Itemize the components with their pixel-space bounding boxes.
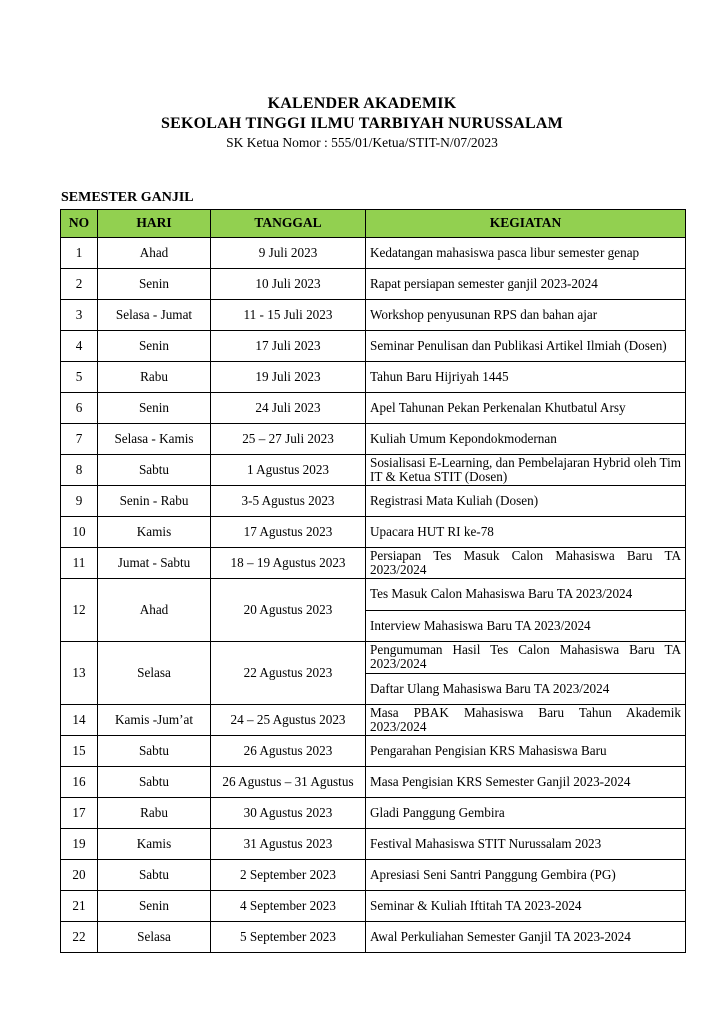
column-header-tanggal: TANGGAL: [211, 210, 366, 238]
row-kegiatan: Gladi Panggung Gembira: [366, 798, 686, 829]
row-hari: Senin: [98, 393, 211, 424]
calendar-table: [60, 209, 686, 953]
table-row: [61, 548, 686, 579]
row-no: 20: [61, 860, 98, 891]
row-tanggal: 24 – 25 Agustus 2023: [211, 705, 366, 736]
table-row: [61, 455, 686, 486]
row-kegiatan: Masa PBAK Mahasiswa Baru Tahun Akademik 2023/2024: [366, 705, 686, 736]
row-kegiatan: Seminar Penulisan dan Publikasi Artikel Ilmiah (Dosen): [366, 331, 686, 362]
row-kegiatan: Pengumuman Hasil Tes Calon Mahasiswa Baru TA 2023/2024: [366, 642, 686, 674]
table-row: [61, 829, 686, 860]
row-hari: Senin: [98, 331, 211, 362]
document-header: [0, 94, 724, 151]
row-no: 7: [61, 424, 98, 455]
row-kegiatan: Masa Pengisian KRS Semester Ganjil 2023-2024: [366, 767, 686, 798]
row-no: 14: [61, 705, 98, 736]
table-row: [61, 579, 686, 611]
sk-number: SK Ketua Nomor : 555/01/Ketua/STIT-N/07/2023: [226, 135, 498, 150]
table-row: [61, 736, 686, 767]
row-kegiatan: Sosialisasi E-Learning, dan Pembelajaran Hybrid oleh Tim IT & Ketua STIT (Dosen): [366, 455, 686, 486]
row-no: 13: [61, 642, 98, 705]
row-kegiatan: Awal Perkuliahan Semester Ganjil TA 2023-2024: [366, 922, 686, 953]
table-header-row: [61, 210, 686, 238]
row-kegiatan: Tahun Baru Hijriyah 1445: [366, 362, 686, 393]
row-hari: Selasa - Kamis: [98, 424, 211, 455]
row-hari: Selasa - Jumat: [98, 300, 211, 331]
table-row: [61, 486, 686, 517]
row-kegiatan: Apel Tahunan Pekan Perkenalan Khutbatul Arsy: [366, 393, 686, 424]
title-line-1: KALENDER AKADEMIK: [267, 95, 457, 112]
row-tanggal: 4 September 2023: [211, 891, 366, 922]
row-tanggal: 26 Agustus 2023: [211, 736, 366, 767]
table-body: [61, 238, 686, 953]
row-no: 9: [61, 486, 98, 517]
row-tanggal: 20 Agustus 2023: [211, 579, 366, 642]
row-tanggal: 2 September 2023: [211, 860, 366, 891]
row-hari: Senin: [98, 269, 211, 300]
row-hari: Sabtu: [98, 455, 211, 486]
row-kegiatan: Workshop penyusunan RPS dan bahan ajar: [366, 300, 686, 331]
table-row: [61, 300, 686, 331]
row-kegiatan: Registrasi Mata Kuliah (Dosen): [366, 486, 686, 517]
table-row: [61, 269, 686, 300]
row-hari: Senin: [98, 891, 211, 922]
table-row: [61, 424, 686, 455]
row-tanggal: 10 Juli 2023: [211, 269, 366, 300]
row-kegiatan: Festival Mahasiswa STIT Nurussalam 2023: [366, 829, 686, 860]
row-no: 17: [61, 798, 98, 829]
row-tanggal: 30 Agustus 2023: [211, 798, 366, 829]
row-no: 19: [61, 829, 98, 860]
row-tanggal: 11 - 15 Juli 2023: [211, 300, 366, 331]
row-hari: Sabtu: [98, 860, 211, 891]
semester-label: SEMESTER GANJIL: [61, 190, 194, 205]
row-no: 5: [61, 362, 98, 393]
row-tanggal: 17 Agustus 2023: [211, 517, 366, 548]
row-hari: Selasa: [98, 922, 211, 953]
row-kegiatan: Upacara HUT RI ke-78: [366, 517, 686, 548]
table-row: [61, 860, 686, 891]
row-kegiatan: Seminar & Kuliah Iftitah TA 2023-2024: [366, 891, 686, 922]
row-hari: Kamis: [98, 829, 211, 860]
row-kegiatan: Interview Mahasiswa Baru TA 2023/2024: [366, 610, 686, 642]
table-row: [61, 798, 686, 829]
table-row: [61, 517, 686, 548]
row-no: 15: [61, 736, 98, 767]
row-hari: Kamis -Jum’at: [98, 705, 211, 736]
table-row: [61, 362, 686, 393]
row-no: 10: [61, 517, 98, 548]
table-row: [61, 331, 686, 362]
row-hari: Rabu: [98, 798, 211, 829]
row-kegiatan: Daftar Ulang Mahasiswa Baru TA 2023/2024: [366, 673, 686, 705]
row-no: 3: [61, 300, 98, 331]
row-tanggal: 17 Juli 2023: [211, 331, 366, 362]
row-kegiatan: Kuliah Umum Kepondokmodernan: [366, 424, 686, 455]
table-row: [61, 767, 686, 798]
row-no: 22: [61, 922, 98, 953]
row-hari: Sabtu: [98, 736, 211, 767]
row-kegiatan: Apresiasi Seni Santri Panggung Gembira (PG): [366, 860, 686, 891]
row-tanggal: 25 – 27 Juli 2023: [211, 424, 366, 455]
table-row: [61, 642, 686, 674]
column-header-hari: HARI: [98, 210, 211, 238]
row-tanggal: 9 Juli 2023: [211, 238, 366, 269]
row-hari: Senin - Rabu: [98, 486, 211, 517]
row-tanggal: 18 – 19 Agustus 2023: [211, 548, 366, 579]
row-no: 2: [61, 269, 98, 300]
row-hari: Kamis: [98, 517, 211, 548]
row-tanggal: 26 Agustus – 31 Agustus: [211, 767, 366, 798]
row-hari: Sabtu: [98, 767, 211, 798]
table-row: [61, 922, 686, 953]
row-tanggal: 24 Juli 2023: [211, 393, 366, 424]
row-no: 12: [61, 579, 98, 642]
row-tanggal: 3-5 Agustus 2023: [211, 486, 366, 517]
row-kegiatan: Kedatangan mahasiswa pasca libur semester genap: [366, 238, 686, 269]
column-header-kegiatan: KEGIATAN: [366, 210, 686, 238]
row-tanggal: 1 Agustus 2023: [211, 455, 366, 486]
row-kegiatan: Rapat persiapan semester ganjil 2023-2024: [366, 269, 686, 300]
table-row: [61, 238, 686, 269]
row-kegiatan: Pengarahan Pengisian KRS Mahasiswa Baru: [366, 736, 686, 767]
row-no: 6: [61, 393, 98, 424]
row-kegiatan: Persiapan Tes Masuk Calon Mahasiswa Baru TA 2023/2024: [366, 548, 686, 579]
row-hari: Jumat - Sabtu: [98, 548, 211, 579]
column-header-no: NO: [61, 210, 98, 238]
row-hari: Ahad: [98, 238, 211, 269]
row-no: 11: [61, 548, 98, 579]
row-no: 16: [61, 767, 98, 798]
table-row: [61, 891, 686, 922]
row-tanggal: 31 Agustus 2023: [211, 829, 366, 860]
row-kegiatan: Tes Masuk Calon Mahasiswa Baru TA 2023/2024: [366, 579, 686, 611]
row-tanggal: 19 Juli 2023: [211, 362, 366, 393]
row-no: 8: [61, 455, 98, 486]
row-no: 21: [61, 891, 98, 922]
row-hari: Rabu: [98, 362, 211, 393]
title-line-2: SEKOLAH TINGGI ILMU TARBIYAH NURUSSALAM: [161, 115, 563, 132]
table-row: [61, 393, 686, 424]
table-row: [61, 705, 686, 736]
row-hari: Ahad: [98, 579, 211, 642]
row-hari: Selasa: [98, 642, 211, 705]
row-no: 4: [61, 331, 98, 362]
row-tanggal: 22 Agustus 2023: [211, 642, 366, 705]
row-tanggal: 5 September 2023: [211, 922, 366, 953]
row-no: 1: [61, 238, 98, 269]
